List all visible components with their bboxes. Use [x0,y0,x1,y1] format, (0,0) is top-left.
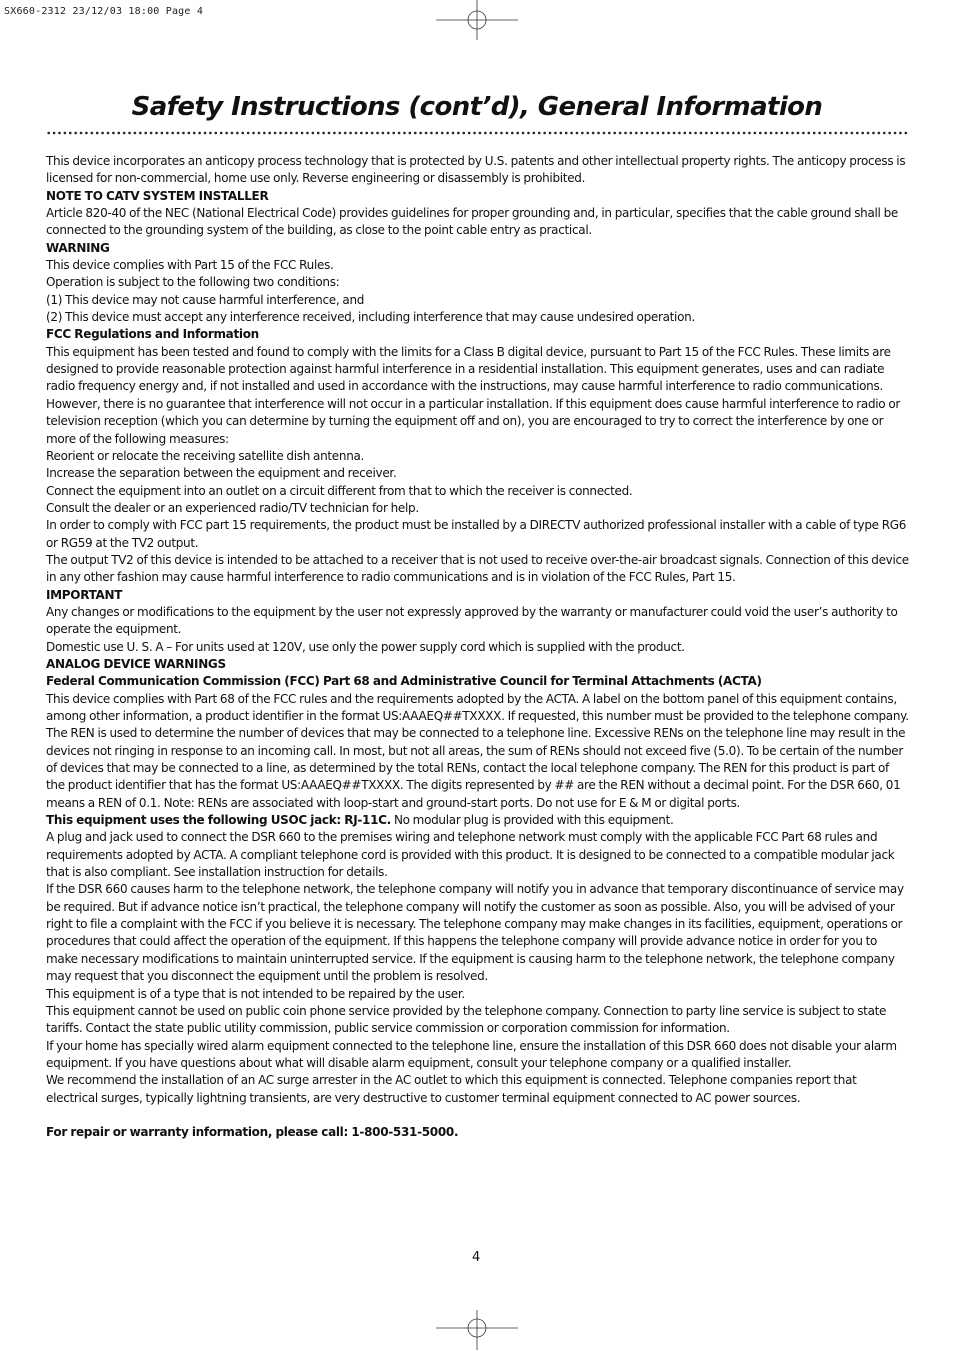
repair-info: For repair or warranty information, please call: 1-800-531-5000. [46,1125,459,1140]
fcc-measure: Connect the equipment into an outlet on a circuit different from that to which the receiver is connected. [46,483,633,498]
important-paragraph: Any changes or modifications to the equipment by the user not expressly approved by the warranty or manufacturer could void the user’s authority to operate the equipment. [46,604,898,637]
page-number: 4 [472,1250,481,1265]
registration-mark-icon [436,0,518,40]
fcc-paragraph: The output TV2 of this device is intended to be attached to a receiver that is not used to receive over-the-air broadcast signals. Connection of this device in any other fashion may cause harmful interference to radio communications and is in violation of the FCC Rules, Part 15. [46,552,909,585]
warning-line: (2) This device must accept any interference received, including interference that may cause undesired operation. [46,310,695,325]
catv-paragraph: Article 820-40 of the NEC (National Electrical Code) provides guidelines for proper grounding and, in particular, specifies that the cable ground shall be connected to the grounding system of the building, as close to the point cable entry as practical. [46,206,898,238]
print-slug: SX660-2312 23/12/03 18:00 Page 4 [4,6,204,17]
analog-paragraph: If your home has specially wired alarm equipment connected to the telephone line, ensure the installation of this DSR 660 does not disable your alarm equipment. If you have questions about what will disable alarm equipment, consult your telephone company or a qualified installer. [46,1038,897,1070]
important-heading: IMPORTANT [46,587,123,602]
analog-paragraph: We recommend the installation of an AC surge arrester in the AC outlet to which this equipment is connected. Telephone companies report that electrical surges, typically lightning transients, are very destructive to customer terminal equipment connected to AC power sources. [46,1073,857,1105]
warning-heading: WARNING [46,240,110,255]
catv-heading: NOTE TO CATV SYSTEM INSTALLER [46,188,269,203]
usoc-rest-text: No modular plug is provided with this equipment. [390,813,674,828]
page-title: Safety Instructions (cont’d), General Information [131,92,823,122]
fcc-measure: Increase the separation between the equipment and receiver. [46,466,397,481]
important-paragraph: Domestic use U. S. A – For units used at 120V, use only the power supply cord which is supplied with the product. [46,639,685,654]
analog-paragraph: This equipment cannot be used on public coin phone service provided by the telephone company. Connection to party line service is subject to state tariffs. Contact the state public utility commission, public service commission or corporation commission for information. [46,1003,887,1036]
analog-paragraph: This equipment is of a type that is not intended to be repaired by the user. [46,986,465,1001]
analog-subheading: Federal Communication Commission (FCC) Part 68 and Administrative Council for Terminal Attachments (ACTA) [46,674,762,689]
intro-paragraph: This device incorporates an anticopy process technology that is protected by U.S. patents and other intellectual property rights. The anticopy process is licensed for non-commercial, home use only. Reverse engineering or disassembly is prohibited. [46,154,906,186]
dotted-divider [46,131,910,135]
fcc-paragraph: In order to comply with FCC part 15 requirements, the product must be installed by a DIRECTV authorized professional installer with a cable of type RG6 or RG59 at the TV2 output. [46,518,907,550]
analog-paragraph: If the DSR 660 causes harm to the telephone network, the telephone company will notify you in advance that temporary discontinuance of service may be required. But if advance notice isn’t practical, the telephone company will notify the customer as soon as possible. Also, you will be advised of your right to file a complaint with the FCC if you believe it is necessary. The telephone company may make changes in its facilities, equipment, operations or procedures that could affect the operation of the equipment. If this happens the telephone company will provide advance notice in order for you to make necessary modifications to maintain uninterrupted service. If the equipment is causing harm to the telephone network, the telephone company may request that you disconnect the equipment until the problem is resolved. [46,882,904,984]
usoc-bold-text: This equipment uses the following USOC jack: RJ-11C. [46,813,391,828]
usoc-paragraph [46,812,910,829]
warning-line: Operation is subject to the following two conditions: [46,275,340,290]
spacer [46,1107,910,1124]
warning-line: This device complies with Part 15 of the FCC Rules. [46,258,334,273]
warning-line: (1) This device may not cause harmful interference, and [46,292,365,307]
document-body [46,153,910,1142]
registration-mark-icon [436,1310,518,1350]
analog-heading: ANALOG DEVICE WARNINGS [46,656,226,671]
fcc-paragraph: This equipment has been tested and found to comply with the limits for a Class B digital device, pursuant to Part 15 of the FCC Rules. These limits are designed to provide reasonable protection against harmful interference in a residential installation. This equipment generates, uses and can radiate radio frequency energy and, if not installed and used in accordance with the instructions, may cause harmful interference to radio communications. [46,344,891,394]
fcc-paragraph: However, there is no guarantee that interference will not occur in a particular installation. If this equipment does cause harmful interference to radio or television reception (which you can determine by turning the equipment off and on), you are encouraged to try to correct the interference by one or more of the following measures: [46,396,901,446]
fcc-measure: Consult the dealer or an experienced radio/TV technician for help. [46,500,419,515]
fcc-measure: Reorient or relocate the receiving satellite dish antenna. [46,448,365,463]
fcc-heading: FCC Regulations and Information [46,327,259,342]
analog-paragraph: A plug and jack used to connect the DSR 660 to the premises wiring and telephone network must comply with the applicable FCC Part 68 rules and requirements adopted by ACTA. A compliant telephone cord is provided with this product. It is designed to be connected to a compatible modular jack that is also compliant. See installation instruction for details. [46,830,895,880]
analog-paragraph: This device complies with Part 68 of the FCC rules and the requirements adopted by the ACTA. A label on the bottom panel of this equipment contains, among other information, a product identifier in the format US:AAAEQ##TXXXX. If requested, this number must be provided to the telephone company. The REN is used to determine the number of devices that may be connected to a telephone line. Excessive RENs on the telephone line may result in the devices not ringing in response to an incoming call. In most, but not all areas, the sum of RENs should not exceed five (5.0). To be certain of the number of devices that may be connected to a line, as determined by the total RENs, contact the local telephone company. The REN for this product is part of the product identifier that has the format US:AAAEQ##TXXXX. The digits represented by ## are the REN without a decimal point. For the DSR 660, 01 means a REN of 0.1. Note: RENs are associated with loop-start and ground-start ports. Do not use for E & M or digital ports. [46,691,909,810]
